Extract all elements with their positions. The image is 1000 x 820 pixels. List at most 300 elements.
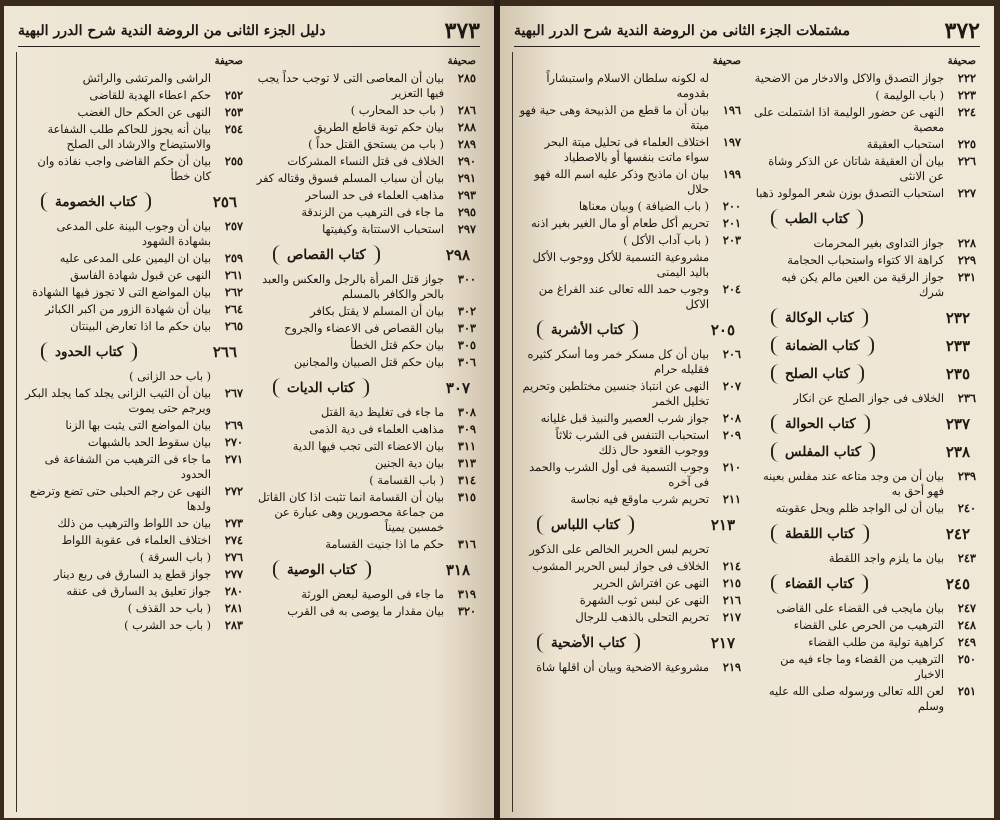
column-items — [519, 71, 741, 675]
section-heading — [753, 364, 976, 384]
entry-page-number: ٢٧٠ — [224, 435, 243, 449]
index-entry — [23, 319, 243, 334]
entry-text: بيان أن حكم القاضى واجب نفاذه وان كان خطأ — [37, 155, 211, 183]
entry-page-number: ٢٠٦ — [722, 347, 741, 361]
index-entry — [255, 154, 476, 169]
index-entry — [753, 469, 976, 499]
entry-page-number: ٢٥٥ — [224, 154, 243, 168]
entry-text: ( باب الضيافة ) وبيان معناها — [578, 200, 709, 213]
entry-page-number: ٣١٣ — [457, 456, 476, 470]
entry-text: لعن الله تعالى ورسوله صلى الله عليه وسلم — [768, 685, 944, 713]
entry-page-number: ٢٤٧ — [957, 601, 976, 615]
column-label: صحيفة — [712, 56, 741, 67]
index-entry — [255, 405, 476, 420]
section-heading — [519, 320, 741, 340]
index-entry — [519, 347, 741, 377]
page-number: ٣٧٢ — [944, 18, 980, 44]
entry-text: تحريم لبس الحرير الخالص على الذكور — [529, 543, 709, 556]
entry-page-number: ٢٨١ — [224, 601, 243, 615]
index-column — [512, 52, 747, 812]
entry-text: جواز التداوى بغير المحرمات — [813, 237, 944, 250]
entry-text: جواز قتل المرأة بالرجل والعكس والعبد بالحر والكافر بالمسلم — [262, 273, 444, 301]
entry-text: بيان ان اليمين على المدعى عليه — [59, 252, 211, 265]
index-entry — [753, 88, 976, 103]
column-label: صحيفة — [447, 56, 476, 67]
section-title: كتاب الوكالة — [771, 308, 868, 328]
section-page-number: ٢٩٨ — [445, 246, 470, 264]
index-entry — [753, 186, 976, 201]
section-heading — [255, 378, 476, 398]
running-title: مشتملات الجزء الثانى من الروضة الندية شرح الدرر البهية — [514, 23, 850, 39]
index-entry — [255, 205, 476, 220]
entry-text: بيان أن العقيقة شاتان عن الذكر وشاة عن الانثى — [768, 155, 944, 183]
index-entry — [23, 251, 243, 266]
entry-page-number: ٢٩٧ — [457, 222, 476, 236]
entry-text: جواز شرب العصير والنبيذ قبل غليانه — [540, 412, 709, 425]
entry-page-number: ٢٩٣ — [457, 188, 476, 202]
entry-text: الخلاف فى جواز لبس الحرير المشوب — [532, 560, 709, 573]
section-page-number: ٢٤٢ — [945, 525, 970, 543]
entry-page-number: ٢٤٩ — [957, 635, 976, 649]
index-entry — [255, 456, 476, 471]
entry-page-number: ٢٤٣ — [957, 551, 976, 565]
entry-text: استحباب التصدق بوزن شعر المولود ذهبا — [755, 187, 944, 200]
index-entry — [753, 270, 976, 300]
running-title: دليل الجزء الثانى من الروضة الندية شرح الدرر البهية — [18, 23, 326, 39]
section-page-number: ٢١٧ — [710, 634, 735, 652]
entry-page-number: ٢٥٤ — [224, 122, 243, 136]
entry-text: بيان أن المسلم لا يقتل بكافر — [310, 305, 444, 318]
section-heading — [255, 245, 476, 265]
entry-page-number — [211, 369, 243, 384]
entry-page-number: ٢٣٩ — [957, 469, 976, 483]
entry-page-number: ٣٠٠ — [457, 272, 476, 286]
column-label: صحيفة — [214, 56, 243, 67]
section-heading — [753, 209, 976, 229]
column-items — [753, 71, 976, 714]
entry-text: بيان أن من وجد متاعه عند مفلس بعينه فهو أحق به — [762, 470, 944, 498]
index-entry — [753, 253, 976, 268]
index-entry — [23, 154, 243, 184]
index-entry — [23, 105, 243, 120]
entry-page-number: ٢١١ — [722, 492, 741, 506]
index-entry — [255, 120, 476, 135]
entry-page-number: ٢٧٧ — [224, 567, 243, 581]
index-entry — [255, 188, 476, 203]
section-title: كتاب اللقطة — [771, 524, 869, 544]
section-page-number: ٢٣٧ — [945, 415, 970, 433]
entry-text: بيان أن لى الواجد ظلم ويحل عقوبته — [775, 502, 944, 515]
entry-text: بيان ان ماذبح وذكر عليه اسم الله فهو حلال — [534, 168, 709, 196]
index-entry — [23, 533, 243, 548]
entry-page-number: ٢٠٤ — [722, 282, 741, 296]
index-entry — [255, 355, 476, 370]
section-page-number: ٣٠٧ — [445, 379, 470, 397]
section-title: كتاب اللباس — [537, 515, 634, 535]
entry-page-number: ٢٠٧ — [722, 379, 741, 393]
entry-page-number: ٢٦٩ — [224, 418, 243, 432]
entry-page-number: ٢٥١ — [957, 684, 976, 698]
entry-page-number: ٢٨٦ — [457, 103, 476, 117]
entry-text: له لكونه سلطان الاسلام واستبشاراً بقدومه — [546, 72, 709, 100]
section-heading — [23, 192, 243, 212]
index-entry — [23, 550, 243, 565]
entry-text: ما جاء فى الترهيب من الشفاعة فى الحدود — [44, 453, 211, 481]
section-title: كتاب الخصومة — [41, 192, 151, 212]
entry-page-number: ٢١٤ — [722, 559, 741, 573]
entry-page-number: ٣٠٦ — [457, 355, 476, 369]
entry-text: النهى عن حضور الوليمة اذا اشتملت على معصية — [753, 106, 944, 134]
entry-page-number: ٢٢٧ — [957, 186, 976, 200]
entry-text: بيان أن المعاصى التى لا توجب حداً يجب فيها التعزير — [257, 72, 444, 100]
entry-text: ( باب حد الشرب ) — [124, 619, 211, 632]
index-entry — [23, 567, 243, 582]
section-page-number: ٢٤٥ — [945, 575, 970, 593]
index-entry — [519, 216, 741, 231]
entry-page-number: ٢٢٣ — [957, 88, 976, 102]
right-page — [500, 6, 994, 818]
left-page — [4, 6, 494, 818]
section-heading — [519, 515, 741, 535]
entry-text: بيان المواضع التى يثبت بها الزنا — [65, 419, 211, 432]
entry-page-number: ٣١٩ — [457, 587, 476, 601]
entry-text: ( باب حد الزانى ) — [129, 370, 211, 383]
index-entry — [23, 516, 243, 531]
entry-page-number: ٢٠٣ — [722, 233, 741, 247]
column-label: صحيفة — [947, 56, 976, 67]
entry-page-number: ٣٠٥ — [457, 338, 476, 352]
entry-text: بيان حكم قتل الصبيان والمجانين — [293, 356, 444, 369]
index-column — [249, 52, 482, 812]
entry-page-number: ٣١٤ — [457, 473, 476, 487]
index-entry — [519, 492, 741, 507]
entry-page-number — [709, 250, 741, 280]
entry-page-number: ٢٣١ — [957, 270, 976, 284]
entry-page-number: ٢٦١ — [224, 268, 243, 282]
index-entry — [23, 122, 243, 152]
index-entry — [753, 601, 976, 616]
entry-page-number: ٢٨٨ — [457, 120, 476, 134]
index-entry — [519, 199, 741, 214]
entry-text: مشروعية الاضحية وبيان أن اقلها شاة — [536, 661, 709, 674]
entry-page-number: ٣٢٠ — [457, 604, 476, 618]
entry-text: بيان حكم قتل الخطأ — [350, 339, 444, 352]
index-entry — [255, 439, 476, 454]
index-entry — [23, 268, 243, 283]
entry-page-number — [211, 71, 243, 86]
section-heading — [753, 442, 976, 462]
entry-text: النهى عن انتباذ جنسين مختلطين وتحريم تخليل الخمر — [522, 380, 709, 408]
entry-page-number: ٣٠٩ — [457, 422, 476, 436]
section-page-number: ٢٣٢ — [945, 309, 970, 327]
index-entry — [519, 103, 741, 133]
entry-text: بيان المواضع التى لا تجوز فيها الشهادة — [32, 286, 211, 299]
entry-page-number: ٢٤٠ — [957, 501, 976, 515]
index-entry — [255, 604, 476, 619]
entry-text: وجوب التسمية فى أول الشرب والحمد فى آخره — [529, 461, 709, 489]
entry-page-number: ٢١٥ — [722, 576, 741, 590]
entry-page-number — [709, 71, 741, 101]
index-entry — [519, 460, 741, 490]
index-entry — [23, 452, 243, 482]
entry-text: بيان أن شهادة الزور من اكبر الكبائر — [45, 303, 211, 316]
section-title: كتاب الطب — [771, 209, 863, 229]
entry-text: النهى عن افتراش الحرير — [593, 577, 709, 590]
entry-text: بيان أن ما قطع من الذبيحة وهى حية فهو ميتة — [519, 104, 709, 132]
entry-page-number: ٣٠٢ — [457, 304, 476, 318]
entry-page-number: ٢٨٠ — [224, 584, 243, 598]
entry-page-number: ٢٥٠ — [957, 652, 976, 666]
entry-text: الترهيب من القضاء وما جاء فيه من الاخبار — [780, 653, 944, 681]
entry-text: وجوب حمد الله تعالى عند الفراغ من الاكل — [538, 283, 709, 311]
section-heading — [753, 524, 976, 544]
index-entry — [23, 71, 243, 86]
index-entry — [519, 250, 741, 280]
index-entry — [753, 501, 976, 516]
index-entry — [255, 537, 476, 552]
entry-text: مذاهب العلماء فى دية الذمى — [309, 423, 444, 436]
entry-text: تحريم شرب ماوقع فيه نجاسة — [570, 493, 709, 506]
section-page-number: ٢٥٦ — [212, 193, 237, 211]
entry-page-number: ٢٢٨ — [957, 236, 976, 250]
index-entry — [255, 103, 476, 118]
index-entry — [519, 282, 741, 312]
entry-text: النهى عن قبول شهادة الفاسق — [70, 269, 211, 282]
entry-text: اختلاف العلماء فى عقوبة اللواط — [61, 534, 211, 547]
entry-text: ( باب من يستحق القتل حداً ) — [308, 138, 444, 151]
page-number: ٣٧٣ — [444, 18, 480, 44]
section-page-number: ٢٣٥ — [945, 365, 970, 383]
entry-page-number: ١٩٦ — [722, 103, 741, 117]
entry-text: الترهيب من الحرص على القضاء — [793, 619, 944, 632]
entry-page-number: ٢٩٥ — [457, 205, 476, 219]
index-entry — [519, 610, 741, 625]
entry-text: الراشى والمرتشى والرائش — [82, 72, 211, 85]
section-heading — [753, 336, 976, 356]
section-heading — [255, 560, 476, 580]
section-title: كتاب المفلس — [771, 442, 875, 462]
entry-text: بيان القصاص فى الاعضاء والجروح — [284, 322, 444, 335]
entry-text: حكم ما اذا جنيت القسامة — [325, 538, 444, 551]
entry-text: ( باب السرقة ) — [139, 551, 211, 564]
entry-text: جواز قطع يد السارق فى ربع دينار — [54, 568, 211, 581]
index-entry — [753, 236, 976, 251]
index-entry — [519, 576, 741, 591]
index-entry — [23, 386, 243, 416]
section-title: كتاب الأضحية — [537, 633, 640, 653]
index-entry — [23, 219, 243, 249]
index-entry — [753, 105, 976, 135]
entry-text: بيان أن كل مسكر خمر وما أسكر كثيره فقليله حرام — [527, 348, 709, 376]
section-title: كتاب الضمانة — [771, 336, 874, 356]
index-entry — [753, 635, 976, 650]
column-items — [23, 71, 243, 633]
entry-text: حكم اعطاء الهدية للقاضى — [89, 89, 211, 102]
entry-text: ما جاء فى تغليظ دية القتل — [321, 406, 444, 419]
index-entry — [753, 618, 976, 633]
index-entry — [753, 684, 976, 714]
entry-page-number: ٢٨٩ — [457, 137, 476, 151]
entry-text: النهى عن لبس ثوب الشهرة — [579, 594, 709, 607]
entry-text: النهى عن رجم الحبلى حتى تضع وترضع ولدها — [29, 485, 211, 513]
entry-page-number: ٣١٦ — [457, 537, 476, 551]
entry-text: تحريم التحلى بالذهب للرجال — [575, 611, 709, 624]
section-heading — [23, 342, 243, 362]
entry-page-number: ٢٣٦ — [957, 391, 976, 405]
entry-text: ما جاء فى الوصية لبعض الورثة — [301, 588, 444, 601]
entry-page-number: ٢٧٢ — [224, 484, 243, 498]
section-title: كتاب القصاص — [273, 245, 380, 265]
entry-page-number: ١٩٧ — [722, 135, 741, 149]
entry-page-number: ٢٦٢ — [224, 285, 243, 299]
index-column — [16, 52, 249, 812]
entry-text: ( باب الوليمة ) — [875, 89, 944, 102]
section-page-number: ٢٣٨ — [945, 443, 970, 461]
entry-page-number: ٢١٦ — [722, 593, 741, 607]
index-entry — [519, 428, 741, 458]
entry-text: جواز الرقية من العين مالم يكن فيه شرك — [781, 271, 944, 299]
index-column — [747, 52, 982, 812]
index-entry — [519, 379, 741, 409]
index-entry — [255, 490, 476, 535]
index-entry — [23, 302, 243, 317]
section-page-number: ٢٦٦ — [212, 343, 237, 361]
index-entry — [519, 71, 741, 101]
section-title: كتاب الوصية — [273, 560, 371, 580]
index-entry — [23, 369, 243, 384]
index-entry — [255, 304, 476, 319]
entry-text: استحباب الاستتابة وكيفيتها — [322, 223, 444, 236]
entry-text: كراهة الا كتواء واستحباب الحجامة — [787, 254, 944, 267]
entry-text: ( باب حد القذف ) — [127, 602, 211, 615]
page-header — [514, 16, 980, 47]
section-title: كتاب الصلح — [771, 364, 864, 384]
section-page-number: ٢٠٥ — [710, 321, 735, 339]
index-entry — [23, 435, 243, 450]
index-entry — [753, 71, 976, 86]
index-entry — [255, 473, 476, 488]
index-entry — [519, 559, 741, 574]
entry-page-number: ٢٠٨ — [722, 411, 741, 425]
section-title: كتاب الحدود — [41, 342, 137, 362]
index-entry — [519, 660, 741, 675]
index-entry — [753, 137, 976, 152]
entry-page-number: ٢٧١ — [224, 452, 243, 466]
entry-page-number: ٢٧٣ — [224, 516, 243, 530]
entry-text: تحريم أكل طعام أو مال الغير بغير اذنه — [531, 217, 709, 230]
entry-page-number: ٢٧٦ — [224, 550, 243, 564]
section-page-number: ٢٣٣ — [945, 337, 970, 355]
index-entry — [753, 391, 976, 406]
entry-text: اختلاف العلماء فى تحليل ميتة البحر سواء ماتت بنفسها أو بالاصطياد — [544, 136, 709, 164]
entry-page-number: ٢٥٢ — [224, 88, 243, 102]
entry-text: بيان دية الجنين — [375, 457, 444, 470]
section-page-number: ٣١٨ — [445, 561, 470, 579]
index-entry — [23, 418, 243, 433]
entry-page-number: ٢٥٧ — [224, 219, 243, 233]
index-entry — [753, 154, 976, 184]
section-title: كتاب القضاء — [771, 574, 868, 594]
entry-page-number: ٢٤٨ — [957, 618, 976, 632]
entry-page-number: ١٩٩ — [722, 167, 741, 181]
entry-page-number: ٢٦٥ — [224, 319, 243, 333]
index-entry — [519, 542, 741, 557]
entry-text: بيان حد اللواط والترهيب من ذلك — [57, 517, 211, 530]
entry-page-number: ٢٢٩ — [957, 253, 976, 267]
entry-text: الخلاف فى قتل النساء المشركات — [287, 155, 444, 168]
entry-text: بيان مقدار ما يوصى به فى القرب — [287, 605, 444, 618]
index-entry — [23, 285, 243, 300]
entry-page-number: ٢٠٩ — [722, 428, 741, 442]
section-heading — [753, 308, 976, 328]
entry-text: بيان أن وجوب البينة على المدعى بشهادة الشهود — [56, 220, 211, 248]
index-entry — [255, 71, 476, 101]
index-entry — [23, 584, 243, 599]
entry-text: بيان أنه يجوز للحاكم طلب الشفاعة والاستيضاح والارشاد الى الصلح — [47, 123, 211, 151]
section-title: كتاب الأشربة — [537, 320, 638, 340]
entry-page-number: ٢٢٢ — [957, 71, 976, 85]
index-entry — [255, 338, 476, 353]
entry-page-number: ٢٢٦ — [957, 154, 976, 168]
index-entry — [23, 484, 243, 514]
entry-text: ( باب القسامة ) — [369, 474, 444, 487]
entry-text: كراهية تولية من طلب القضاء — [808, 636, 944, 649]
entry-page-number: ٢٠١ — [722, 216, 741, 230]
index-entry — [23, 618, 243, 633]
index-entry — [519, 135, 741, 165]
entry-text: بيان ما يلزم واجد اللقطة — [828, 552, 944, 565]
entry-page-number: ٢٥٣ — [224, 105, 243, 119]
entry-text: الخلاف فى جواز الصلح عن انكار — [793, 392, 944, 405]
entry-text: ( باب آداب الأكل ) — [623, 234, 709, 247]
index-columns — [512, 52, 982, 812]
entry-text: جواز التصدق والاكل والادخار من الاضحية — [754, 72, 944, 85]
entry-page-number: ٢٠٠ — [722, 199, 741, 213]
index-entry — [255, 422, 476, 437]
entry-text: ( باب حد المحارب ) — [350, 104, 444, 117]
entry-page-number: ٢٨٣ — [224, 618, 243, 632]
section-title: كتاب الحوالة — [771, 414, 870, 434]
entry-page-number: ٣١٥ — [457, 490, 476, 504]
entry-text: مشروعية التسمية للأكل ووجوب الأكل باليد اليمنى — [532, 251, 709, 279]
section-page-number: ٢١٣ — [710, 516, 735, 534]
entry-page-number: ٢١٧ — [722, 610, 741, 624]
page-header — [18, 16, 480, 47]
section-heading — [519, 633, 741, 653]
index-entry — [255, 321, 476, 336]
entry-text: بيان أن القسامة انما تثبت اذا كان القاتل من جماعة محصورين وهى عبارة عن خمسين يميناً — [258, 491, 444, 534]
entry-page-number — [709, 542, 741, 557]
entry-page-number: ٢٩٠ — [457, 154, 476, 168]
entry-page-number: ٣٠٨ — [457, 405, 476, 419]
entry-text: بيان الاعضاء التى تجب فيها الدية — [292, 440, 444, 453]
section-heading — [753, 414, 976, 434]
entry-page-number: ٢٧٤ — [224, 533, 243, 547]
index-columns — [16, 52, 482, 812]
entry-page-number: ٢٦٧ — [224, 386, 243, 400]
entry-text: النهى عن الحكم حال الغضب — [77, 106, 211, 119]
column-items — [255, 71, 476, 619]
entry-page-number: ٢٢٥ — [957, 137, 976, 151]
entry-text: بيان سقوط الحد بالشبهات — [87, 436, 211, 449]
entry-text: بيان مايجب فى القضاء على القاضى — [776, 602, 944, 615]
entry-page-number: ٢١٩ — [722, 660, 741, 674]
index-entry — [255, 222, 476, 237]
entry-text: بيان أن سباب المسلم فسوق وقتاله كفر — [256, 172, 444, 185]
entry-page-number: ٣١١ — [457, 439, 476, 453]
index-entry — [753, 652, 976, 682]
index-entry — [519, 411, 741, 426]
